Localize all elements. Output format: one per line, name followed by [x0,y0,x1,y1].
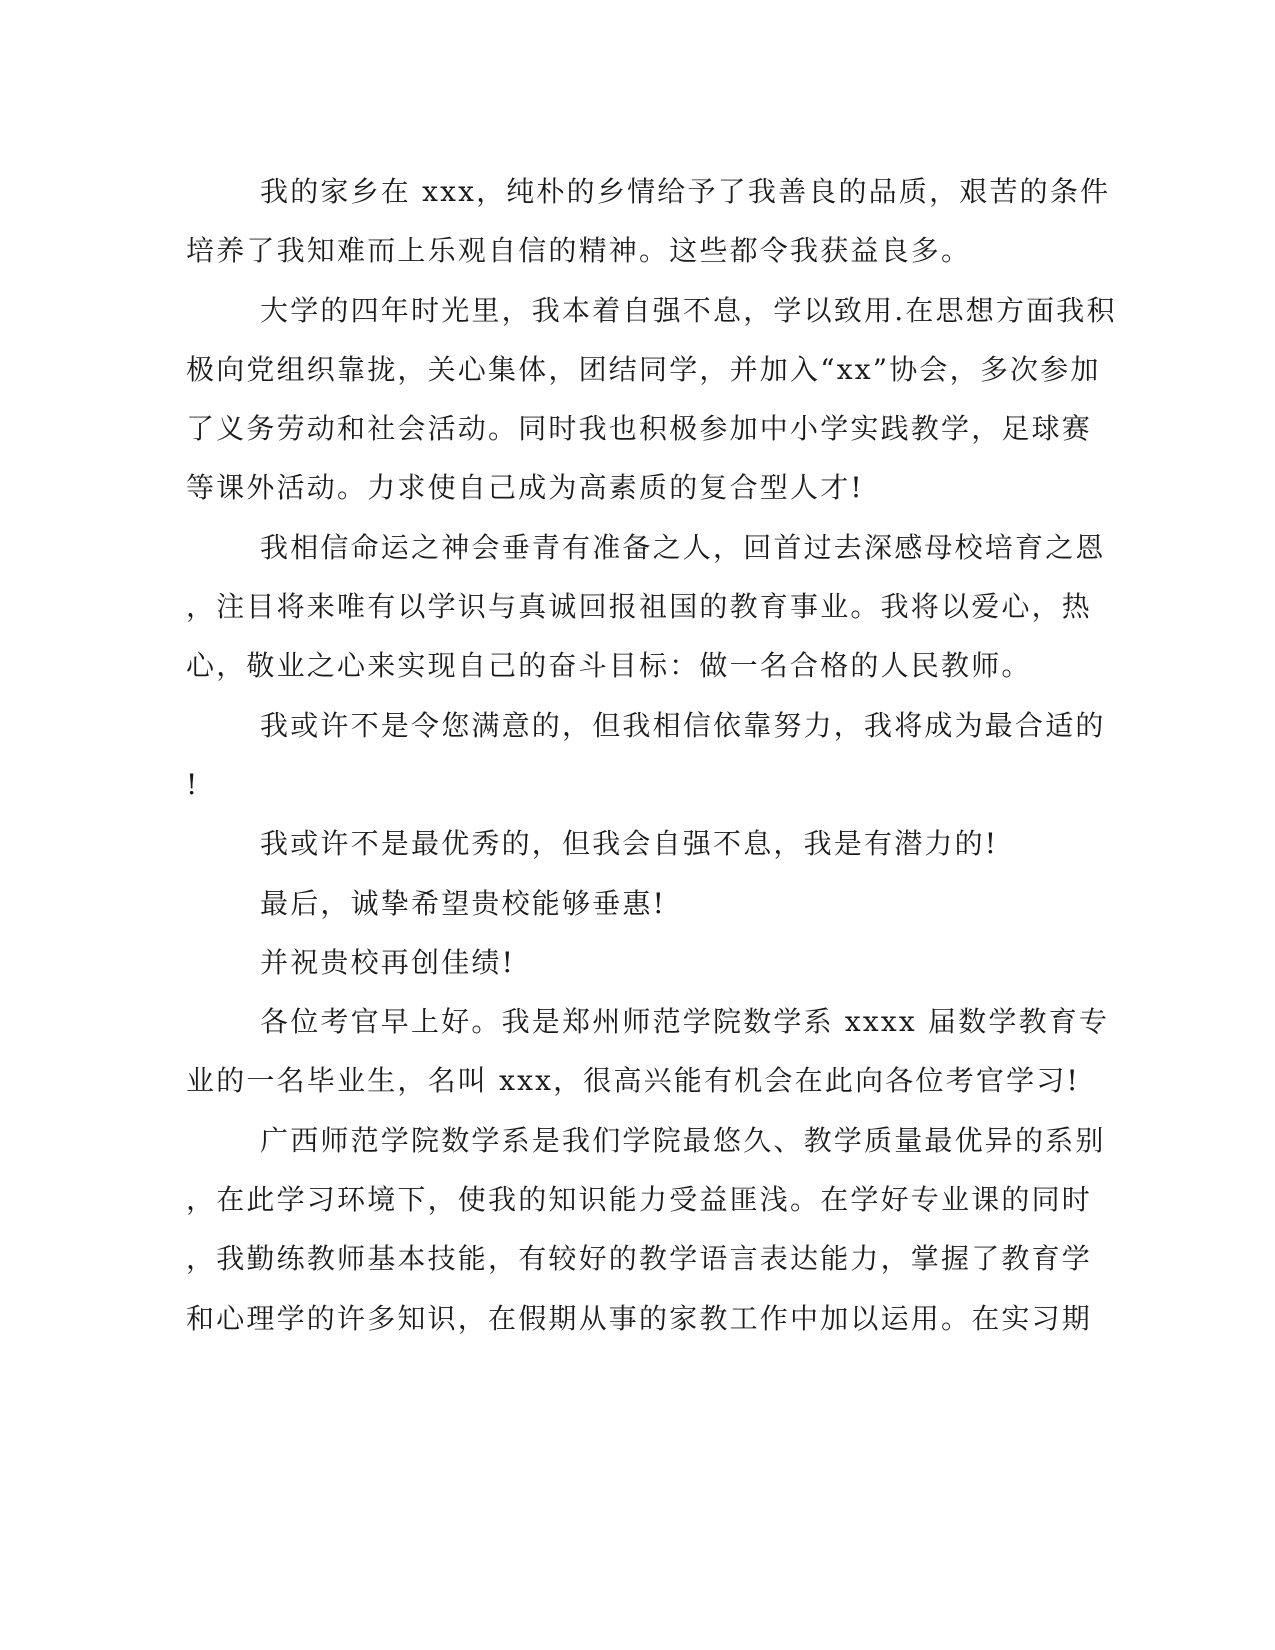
text-line: 各位考官早上好。我是郑州师范学院数学系 xxxx 届数学教育专 [260,1005,1110,1039]
text-line: 培养了我知难而上乐观自信的精神。这些都令我获益良多。 [186,234,972,268]
text-line: 业的一名毕业生，名叫 xxx，很高兴能有机会在此向各位考官学习! [186,1064,1080,1098]
text-line: 最后，诚挚希望贵校能够垂惠! [260,886,667,920]
document-body [186,162,1117,1348]
text-line: 大学的四年时光里，我本着自强不息，学以致用.在思想方面我积 [260,293,1117,327]
text-line: 并祝贵校再创佳绩! [260,945,516,979]
text-line: 广西师范学院数学系是我们学院最悠久、教学质量最优异的系别 [260,1123,1106,1157]
text-line: ! [186,767,200,801]
text-line: ，注目将来唯有以学识与真诚回报祖国的教育事业。我将以爱心，热 [186,590,1093,624]
text-line: 和心理学的许多知识，在假期从事的家教工作中加以运用。在实习期 [186,1301,1093,1335]
text-line: 极向党组织靠拢，关心集体，团结同学，并加入“xx”协会，多次参加 [186,352,1101,386]
text-line: 了义务劳动和社会活动。同时我也积极参加中小学实践教学，足球赛 [186,412,1093,446]
text-line: ，我勤练教师基本技能，有较好的教学语言表达能力，掌握了教育学 [186,1242,1093,1276]
text-line: 我或许不是令您满意的，但我相信依靠努力，我将成为最合适的 [260,708,1106,742]
text-line: ，在此学习环境下，使我的知识能力受益匪浅。在学好专业课的同时 [186,1183,1093,1217]
text-line: 我相信命运之神会垂青有准备之人，回首过去深感母校培育之恩 [260,530,1106,564]
text-line: 我或许不是最优秀的，但我会自强不息，我是有潜力的! [260,827,999,861]
text-line: 我的家乡在 xxx，纯朴的乡情给予了我善良的品质，艰苦的条件 [260,175,1111,208]
text-line: 心，敬业之心来实现自己的奋斗目标：做一名合格的人民教师。 [186,649,1032,683]
text-line: 等课外活动。力求使自己成为高素质的复合型人才! [186,471,864,505]
